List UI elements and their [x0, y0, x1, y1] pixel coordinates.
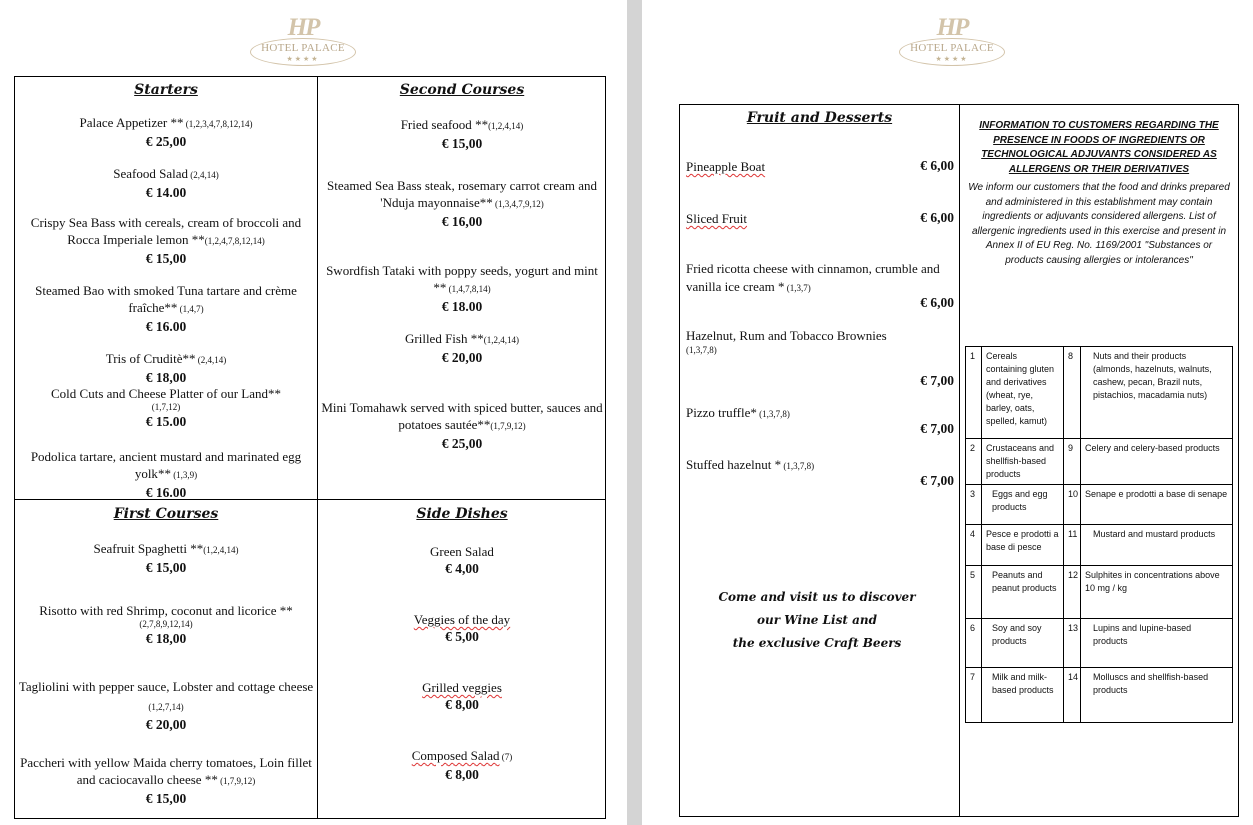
dish-price: € 14.00 [145, 185, 187, 200]
allergen-name: Senape e prodotti a base di senape [1081, 485, 1233, 525]
dish-name: Hazelnut, Rum and Tobacco Brownies [686, 328, 887, 343]
dessert-item [686, 210, 896, 228]
dish-price: € 8,00 [445, 767, 479, 782]
dish-name: Risotto with red Shrimp, coconut and licorice [39, 603, 277, 618]
dish-allergens: (1,3,4,7,9,12) [492, 199, 544, 209]
dish-allergens: (1,2,3,4,7,8,12,14) [183, 119, 253, 129]
dish-name: Sliced Fruit [686, 211, 748, 226]
dessert-item [686, 327, 958, 356]
allergen-table [965, 346, 1233, 723]
allergen-number: 4 [966, 525, 982, 566]
logo-mark: HP [936, 14, 968, 41]
allergen-info-body: We inform our customers that the food and drinks prepared and administered in this establishment may contain ingredients or adjuvants considered allergens. List of allergenic ingredients used in this exercise and present in Annex II of EU Reg. No. 1169/2001 "Substances or products causing allergies or intolerances" [968, 182, 1230, 266]
allergen-name: Cereals containing gluten and derivatives (wheat, rye, barley, oats, spelled, kamut) [982, 347, 1064, 439]
dish-price: € 15,00 [441, 136, 483, 151]
dish-suffix: ** [467, 331, 484, 346]
dish-name: Green Salad [430, 544, 494, 559]
dish-allergens: (1,3,9) [170, 470, 198, 480]
allergen-name: Nuts and their products (almonds, hazelnuts, walnuts, cashew, pecan, Brazil nuts, pistachios, macadamia nuts) [1081, 347, 1233, 439]
menu-item [18, 540, 314, 576]
allergen-number: 11 [1064, 525, 1081, 566]
dish-suffix: ** [182, 351, 196, 366]
dish-price: € 16,00 [441, 214, 483, 229]
dish-price: € 15,00 [145, 560, 187, 575]
dish-suffix: ** [479, 195, 493, 210]
menu-item [18, 448, 314, 501]
menu-item [321, 399, 603, 452]
allergen-number: 3 [966, 485, 982, 525]
dish-price: € 4,00 [445, 561, 479, 576]
allergen-row [966, 347, 1233, 439]
dish-name: Podolica tartare, ancient mustard and marinated egg yolk [30, 449, 302, 481]
allergen-info [966, 119, 1232, 268]
allergen-number: 13 [1064, 619, 1081, 668]
dish-allergens: (1,3,7) [784, 283, 811, 293]
dish-allergens: (1,2,4,14) [488, 121, 524, 131]
dish-name: Steamed Bao with smoked Tuna tartare and crème fraîche [35, 283, 297, 315]
allergen-info-title: INFORMATION TO CUSTOMERS REGARDING THE PRESENCE IN FOODS OF INGREDIENTS OR TECHNOLOGICAL ADJUVANTS CONSIDERED AS ALLERGENS OR THEIR DERIVATIVES [979, 120, 1219, 175]
menu-item [321, 330, 603, 366]
dish-allergens: (1,3,7,8) [686, 345, 717, 355]
dish-allergens: (1,3,7,8) [756, 409, 790, 419]
menu-item [18, 165, 314, 201]
menu-item [321, 177, 603, 230]
dish-name: Composed Salad [411, 748, 500, 763]
dish-price: € 5,00 [445, 629, 479, 644]
dish-suffix: ** [164, 300, 178, 315]
menu-item [18, 282, 314, 335]
side-dishes-title: Side Dishes [416, 506, 508, 522]
dish-name: Mini Tomahawk served with spiced butter, sauces and potatoes sautée [321, 400, 603, 432]
allergen-row [966, 668, 1233, 723]
column-divider [959, 104, 960, 817]
starters-title: Starters [134, 82, 198, 98]
dish-price: € 16.00 [145, 319, 187, 334]
hotel-logo [250, 14, 356, 68]
dish-allergens: (1,2,4,14) [483, 335, 519, 345]
allergen-name: Sulphites in concentrations above 10 mg / kg [1081, 566, 1233, 619]
logo-mark: HP [287, 14, 319, 41]
dish-allergens: (2,4,14) [187, 170, 219, 180]
menu-page-2 [642, 0, 1253, 825]
second-courses-title: Second Courses [399, 82, 525, 98]
menu-item [18, 385, 314, 430]
dish-name: Palace Appetizer [79, 115, 168, 130]
logo-name: HOTEL PALACE [261, 42, 345, 54]
dish-name: Crispy Sea Bass with cereals, cream of broccoli and Rocca Imperiale lemon [30, 215, 302, 247]
dish-allergens: (1,2,4,14) [203, 545, 239, 555]
dish-name: Paccheri with yellow Maida cherry tomatoes, Loin fillet and caciocavallo cheese [20, 755, 312, 787]
dish-suffix: ** [276, 603, 293, 618]
dish-price: € 6,00 [920, 295, 954, 310]
logo-stars: ★★★★ [935, 55, 969, 63]
allergen-name: Milk and milk-based products [982, 668, 1064, 723]
desserts-title: Fruit and Desserts [746, 110, 893, 126]
column-divider [317, 76, 318, 819]
allergen-name: Crustaceans and shellfish-based products [982, 439, 1064, 485]
dish-allergens: (2,4,14) [195, 355, 227, 365]
menu-item [18, 350, 314, 386]
allergen-number: 8 [1064, 347, 1081, 439]
menu-item [321, 747, 603, 783]
hotel-logo [899, 14, 1005, 68]
allergen-name: Eggs and egg products [982, 485, 1064, 525]
dish-name: Veggies of the day [413, 612, 511, 627]
dish-allergens: (1,7,9,12) [490, 421, 526, 431]
dessert-item [686, 260, 958, 297]
dish-name: Grilled veggies [422, 680, 502, 695]
allergen-number: 7 [966, 668, 982, 723]
dish-price: € 7,00 [920, 421, 954, 436]
dish-name: Pizzo truffle* [686, 405, 757, 420]
dish-allergens: (1,4,7,8,14) [446, 284, 491, 294]
allergen-name: Celery and celery-based products [1081, 439, 1233, 485]
dish-suffix: ** [433, 280, 447, 295]
dish-name: Swordfish Tataki with poppy seeds, yogurt and mint [326, 263, 598, 278]
dish-name: Fried seafood [400, 117, 472, 132]
promo-line: the exclusive Craft Beers [732, 636, 902, 650]
dish-allergens: (2,7,8,9,12,14) [139, 619, 193, 629]
menu-item [18, 602, 314, 647]
menu-item [18, 678, 314, 733]
dish-suffix: ** [157, 466, 171, 481]
dish-price: € 8,00 [445, 697, 479, 712]
allergen-name: Peanuts and peanut products [982, 566, 1064, 619]
dish-suffix: ** [188, 232, 205, 247]
dish-price: € 16.00 [145, 485, 187, 500]
dish-allergens: (1,2,4,7,8,12,14) [204, 236, 265, 246]
allergen-row [966, 439, 1233, 485]
dish-price: € 15,00 [145, 251, 187, 266]
dish-price: € 18,00 [145, 370, 187, 385]
logo-name: HOTEL PALACE [910, 42, 994, 54]
menu-item [321, 543, 603, 577]
dish-price: € 6,00 [920, 158, 954, 173]
dish-name: Tagliolini with pepper sauce, Lobster and cottage cheese [18, 679, 314, 694]
dish-name: Cold Cuts and Cheese Platter of our Land [51, 386, 268, 401]
dish-allergens: (1,2,7,14) [148, 702, 184, 712]
dish-price: € 20,00 [145, 717, 187, 732]
dish-name: Pineapple Boat [686, 159, 766, 174]
allergen-name: Lupins and lupine-based products [1081, 619, 1233, 668]
dish-suffix: ** [471, 117, 489, 132]
dish-suffix: ** [477, 417, 491, 432]
dish-allergens: (1,7,12) [151, 402, 181, 412]
dish-suffix: ** [167, 115, 184, 130]
dish-name: Seafood Salad [113, 166, 188, 181]
page-gutter [627, 0, 642, 825]
dish-price: € 18,00 [145, 631, 187, 646]
promo-line: Come and visit us to discover [718, 590, 916, 604]
allergen-name: Mustard and mustard products [1081, 525, 1233, 566]
allergen-row [966, 619, 1233, 668]
allergen-name: Soy and soy products [982, 619, 1064, 668]
allergen-number: 12 [1064, 566, 1081, 619]
dish-name: Grilled Fish [405, 331, 468, 346]
dish-price: € 7,00 [920, 473, 954, 488]
allergen-name: Pesce e prodotti a base di pesce [982, 525, 1064, 566]
dish-price: € 18.00 [441, 299, 483, 314]
dish-price: € 15.00 [145, 414, 187, 429]
dish-price: € 15,00 [145, 791, 187, 806]
dish-allergens: (7) [499, 752, 513, 762]
first-courses-title: First Courses [113, 506, 219, 522]
dish-price: € 25,00 [441, 436, 483, 451]
menu-item [18, 214, 314, 267]
allergen-row [966, 485, 1233, 525]
dish-allergens: (1,4,7) [177, 304, 204, 314]
allergen-number: 10 [1064, 485, 1081, 525]
dish-price: € 25,00 [145, 134, 187, 149]
dish-price: € 20,00 [441, 350, 483, 365]
allergen-number: 9 [1064, 439, 1081, 485]
dish-allergens: (1,3,7,8) [781, 461, 815, 471]
dish-name: Stuffed hazelnut * [686, 457, 782, 472]
dish-allergens: (1,7,9,12) [217, 776, 256, 786]
allergen-number: 14 [1064, 668, 1081, 723]
wine-list-promo [702, 586, 932, 655]
dish-name: Steamed Sea Bass steak, rosemary carrot cream and 'Nduja mayonnaise [326, 178, 597, 210]
allergen-row [966, 525, 1233, 566]
dish-suffix: ** [187, 541, 204, 556]
allergen-number: 2 [966, 439, 982, 485]
allergen-name: Molluscs and shellfish-based products [1081, 668, 1233, 723]
menu-item [18, 754, 314, 807]
dish-price: € 7,00 [920, 373, 954, 388]
allergen-number: 5 [966, 566, 982, 619]
allergen-row [966, 566, 1233, 619]
dessert-item [686, 404, 896, 423]
dessert-item [686, 456, 896, 475]
menu-item [321, 262, 603, 315]
dish-suffix: ** [201, 772, 218, 787]
dish-name: Seafruit Spaghetti [93, 541, 187, 556]
dish-name: Fried ricotta cheese with cinnamon, crumble and vanilla ice cream * [686, 261, 940, 294]
menu-item [321, 611, 603, 645]
logo-stars: ★★★★ [286, 55, 320, 63]
dish-suffix: ** [268, 386, 281, 401]
dessert-item [686, 158, 896, 176]
dish-price: € 6,00 [920, 210, 954, 225]
promo-line: our Wine List and [757, 613, 877, 627]
allergen-number: 1 [966, 347, 982, 439]
menu-item [18, 114, 314, 150]
menu-item [321, 679, 603, 713]
allergen-number: 6 [966, 619, 982, 668]
dish-name: Tris of Cruditè [105, 351, 183, 366]
menu-item [321, 116, 603, 152]
